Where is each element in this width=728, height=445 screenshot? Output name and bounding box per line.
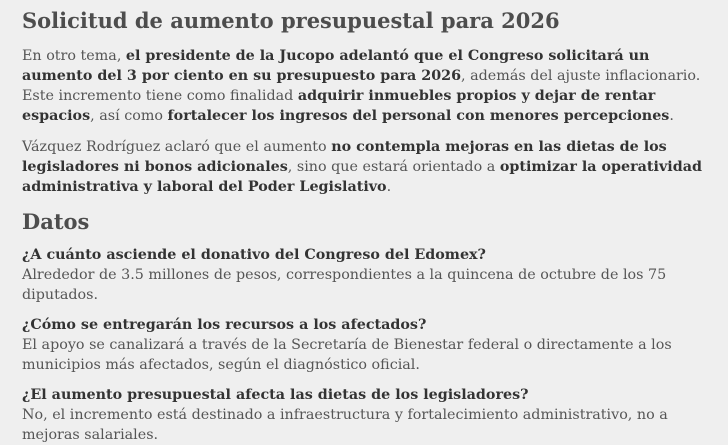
paragraph-budget (22, 46, 706, 126)
bold-segment: no contempla mejoras en las dietas de los legisladores ni bonos adicionales (22, 139, 667, 175)
article-title: Solicitud de aumento presupuestal para 2026 (22, 8, 560, 33)
bold-segment: fortalecer los ingresos del personal con menores percepciones (167, 108, 670, 124)
faq-answer: No, el incremento está destinado a infraestructura y fortalecimiento administrativo, no a mejoras salariales. (22, 407, 668, 443)
text-segment: , además del ajuste inflacionario. Este incremento tiene como finalidad (22, 68, 701, 104)
faq-item (22, 315, 706, 375)
bold-segment: optimizar la operatividad administrativa y laboral del Poder Legislativo (22, 159, 702, 195)
faq-question: ¿Cómo se entregarán los recursos a los afectados? (22, 317, 427, 333)
text-segment: . (669, 108, 674, 124)
text-segment: , así como (90, 108, 168, 124)
text-segment: Vázquez Rodríguez aclaró que el aumento (22, 139, 332, 155)
bold-segment: el presidente de la Jucopo adelantó que el Congreso solicitará un aumento del 3 por ciento en su presupuesto para 2026 (22, 48, 650, 84)
faq-question: ¿A cuánto asciende el donativo del Congreso del Edomex? (22, 247, 486, 263)
bold-segment: adquirir inmuebles propios y dejar de rentar espacios (22, 88, 656, 124)
paragraph-clarification (22, 137, 706, 197)
faq-item (22, 385, 706, 445)
faq-answer: El apoyo se canalizará a través de la Secretaría de Bienestar federal o directamente a los municipios más afectados, según el diagnóstico oficial. (22, 337, 672, 373)
faq-item (22, 245, 706, 305)
text-segment: En otro tema, (22, 48, 126, 64)
text-segment: . (386, 179, 392, 195)
text-segment: , sino que estará orientado a (287, 159, 500, 175)
faq-answer: Alrededor de 3.5 millones de pesos, correspondientes a la quincena de octubre de los 75 diputados. (22, 267, 667, 303)
datos-heading: Datos (22, 209, 90, 234)
faq-question: ¿El aumento presupuestal afecta las dietas de los legisladores? (22, 387, 529, 403)
